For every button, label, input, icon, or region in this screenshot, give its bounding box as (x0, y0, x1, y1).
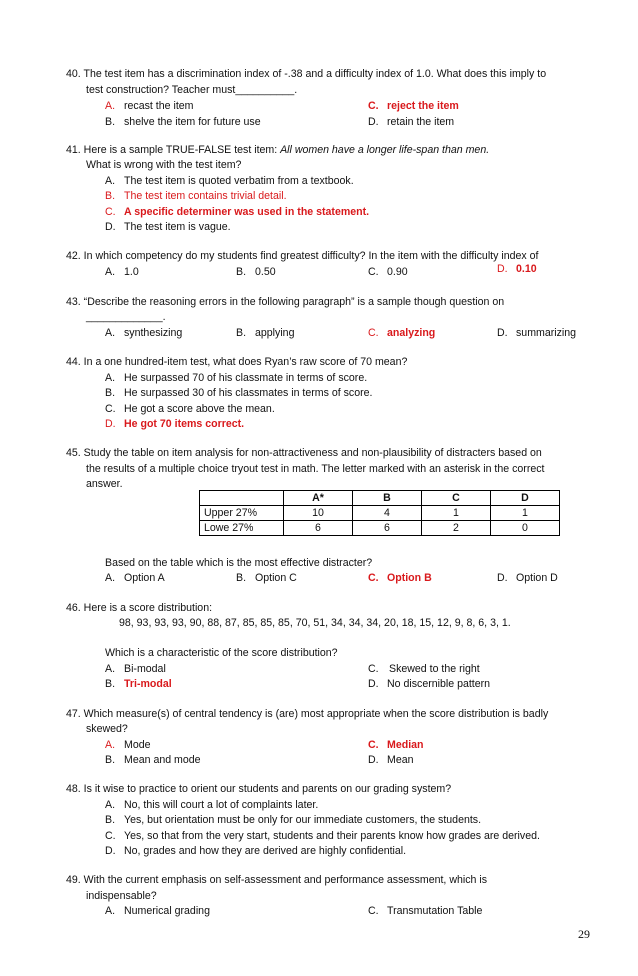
q42-option-b-letter: B. (236, 266, 247, 278)
q47-option-c-answer: Median (387, 739, 424, 751)
q49-option-a: Numerical grading (124, 905, 210, 917)
table-cell: 0 (491, 521, 560, 536)
table-cell: 1 (422, 506, 491, 521)
q43-option-c-answer: analyzing (387, 327, 436, 339)
q44-option-c: He got a score above the mean. (124, 403, 275, 415)
q45-option-d-letter: D. (497, 572, 508, 584)
table-header-cell: D (491, 491, 560, 506)
q40-option-d: retain the item (387, 116, 455, 128)
q42-option-a: 1.0 (124, 266, 139, 278)
q46-option-d: No discernible pattern (387, 678, 491, 690)
table-row (200, 506, 560, 521)
q41-option-c-answer: A specific determiner was used in the statement. (124, 206, 370, 218)
q47-option-b-letter: B. (105, 754, 116, 766)
table-header-cell: C (422, 491, 491, 506)
q42-option-c: 0.90 (387, 266, 408, 278)
q48-option-b-letter: B. (105, 814, 116, 826)
q41-option-d-letter: D. (105, 221, 116, 233)
q43-option-a-letter: A. (105, 327, 116, 339)
table-cell: 6 (353, 521, 422, 536)
q43-option-a: synthesizing (124, 327, 183, 339)
table-cell: Lowe 27% (200, 521, 284, 536)
q42-option-b: 0.50 (255, 266, 276, 278)
q43-option-b: applying (255, 327, 295, 339)
q40-stem-line1: 40. The test item has a discrimination index of -.38 and a difficulty index of 1.0. What does this imply to (66, 68, 547, 80)
q46-option-d-letter: D. (368, 678, 379, 690)
q41-option-c-letter: C. (105, 206, 116, 218)
q48-option-c-letter: C. (105, 830, 116, 842)
q45-option-a: Option A (124, 572, 165, 584)
table-cell: 1 (491, 506, 560, 521)
q40-option-b: shelve the item for future use (124, 116, 261, 128)
q46-option-b-letter: B. (105, 678, 116, 690)
q43-option-c-letter: C. (368, 327, 379, 339)
q45-stem-line2: the results of a multiple choice tryout test in math. The letter marked with an asterisk in the correct (86, 463, 545, 475)
q48-option-d-letter: D. (105, 845, 116, 857)
q47-option-d: Mean (387, 754, 414, 766)
q45-option-c-answer: Option B (387, 572, 432, 584)
q44-option-d-letter: D. (105, 418, 116, 430)
q40-option-c-letter: C. (368, 100, 379, 112)
q48-option-c: Yes, so that from the very start, students and their parents know how grades are derived. (124, 830, 540, 842)
q44-option-b: He surpassed 30 of his classmates in terms of score. (124, 387, 373, 399)
q41-stem-text: 41. Here is a sample TRUE-FALSE test item: (66, 144, 281, 156)
q41-option-d: The test item is vague. (124, 221, 231, 233)
q40-option-b-letter: B. (105, 116, 116, 128)
q42-option-d-answer: 0.10 (516, 263, 537, 275)
q41-option-b: The test item contains trivial detail. (124, 190, 287, 202)
q41-option-a: The test item is quoted verbatim from a textbook. (124, 175, 354, 187)
q47-stem-line2: skewed? (86, 723, 128, 735)
q48-stem-line1: 48. Is it wise to practice to orient our students and parents on our grading system? (66, 783, 452, 795)
q45-question: Based on the table which is the most effective distracter? (105, 557, 373, 569)
q48-option-a: No, this will court a lot of complaints later. (124, 799, 319, 811)
q43-option-d-letter: D. (497, 327, 508, 339)
q43-option-d: summarizing (516, 327, 577, 339)
q46-option-b-answer: Tri-modal (124, 678, 172, 690)
q46-option-c-letter: C. (368, 663, 379, 675)
q47-option-d-letter: D. (368, 754, 379, 766)
q48-option-b: Yes, but orientation must be only for our immediate customers, the students. (124, 814, 482, 826)
table-row (200, 521, 560, 536)
q46-option-a-letter: A. (105, 663, 116, 675)
item-analysis-table (199, 490, 560, 536)
table-header-cell: A* (284, 491, 353, 506)
q46-stem-line1: 46. Here is a score distribution: (66, 602, 213, 614)
q44-stem-line1: 44. In a one hundred-item test, what does Ryan’s raw score of 70 mean? (66, 356, 408, 368)
q47-option-a: Mode (124, 739, 151, 751)
table-header-cell (200, 491, 284, 506)
q42-stem-line1: 42. In which competency do my students find greatest difficulty? In the item with the difficulty index of (66, 250, 539, 262)
q40-option-c-answer: reject the item (387, 100, 459, 112)
table-header-cell: B (353, 491, 422, 506)
q42-option-c-letter: C. (368, 266, 379, 278)
q46-option-a: Bi-modal (124, 663, 166, 675)
q48-option-a-letter: A. (105, 799, 116, 811)
q49-option-c: Transmutation Table (387, 905, 483, 917)
q45-option-b: Option C (255, 572, 297, 584)
q45-option-d: Option D (516, 572, 558, 584)
q44-option-a-letter: A. (105, 372, 116, 384)
q46-option-c: Skewed to the right (389, 663, 480, 675)
q44-option-b-letter: B. (105, 387, 116, 399)
q44-option-d-answer: He got 70 items correct. (124, 418, 245, 430)
q41-stem-line2: What is wrong with the test item? (86, 159, 242, 171)
q45-stem-line3: answer. (86, 478, 123, 490)
q40-option-a-letter: A. (105, 100, 116, 112)
q49-option-a-letter: A. (105, 905, 116, 917)
q43-stem-line1: 43. “Describe the reasoning errors in the following paragraph” is a sample though question on (66, 296, 505, 308)
q49-stem-line2: indispensable? (86, 890, 157, 902)
q42-option-a-letter: A. (105, 266, 116, 278)
q45-option-b-letter: B. (236, 572, 247, 584)
q45-option-a-letter: A. (105, 572, 116, 584)
q40-option-d-letter: D. (368, 116, 379, 128)
q46-score-distribution: 98, 93, 93, 93, 90, 88, 87, 85, 85, 85, 70, 51, 34, 34, 34, 20, 18, 15, 12, 9, 8, 6, 3, 1. (119, 617, 511, 629)
q41-option-a-letter: A. (105, 175, 116, 187)
table-cell: Upper 27% (200, 506, 284, 521)
q40-option-a: recast the item (124, 100, 194, 112)
q41-sample-item: All women have a longer life-span than men. (280, 144, 490, 156)
q47-stem-line1: 47. Which measure(s) of central tendency is (are) most appropriate when the score distribution is badly (66, 708, 549, 720)
q46-question: Which is a characteristic of the score distribution? (105, 647, 338, 659)
q48-option-d: No, grades and how they are derived are highly confidential. (124, 845, 407, 857)
q47-option-b: Mean and mode (124, 754, 201, 766)
table-cell: 4 (353, 506, 422, 521)
table-header-row (200, 491, 560, 506)
q41-option-b-letter: B. (105, 190, 116, 202)
q49-stem-line1: 49. With the current emphasis on self-assessment and performance assessment, which is (66, 874, 487, 886)
q47-option-c-letter: C. (368, 739, 379, 751)
q44-option-a: He surpassed 70 of his classmate in terms of score. (124, 372, 368, 384)
q45-stem-line1: 45. Study the table on item analysis for non-attractiveness and non-plausibility of distracters based on (66, 447, 542, 459)
page-number: 29 (578, 927, 590, 941)
q42-option-d-letter: D. (497, 263, 508, 275)
q45-option-c-letter: C. (368, 572, 379, 584)
q41-stem-line1 (66, 143, 489, 157)
q49-option-c-letter: C. (368, 905, 379, 917)
table-cell: 6 (284, 521, 353, 536)
q43-stem-line2: _____________. (86, 311, 166, 323)
q40-stem-line2: test construction? Teacher must__________. (86, 84, 298, 96)
table-cell: 2 (422, 521, 491, 536)
table-cell: 10 (284, 506, 353, 521)
q47-option-a-letter: A. (105, 739, 116, 751)
q44-option-c-letter: C. (105, 403, 116, 415)
q43-option-b-letter: B. (236, 327, 247, 339)
